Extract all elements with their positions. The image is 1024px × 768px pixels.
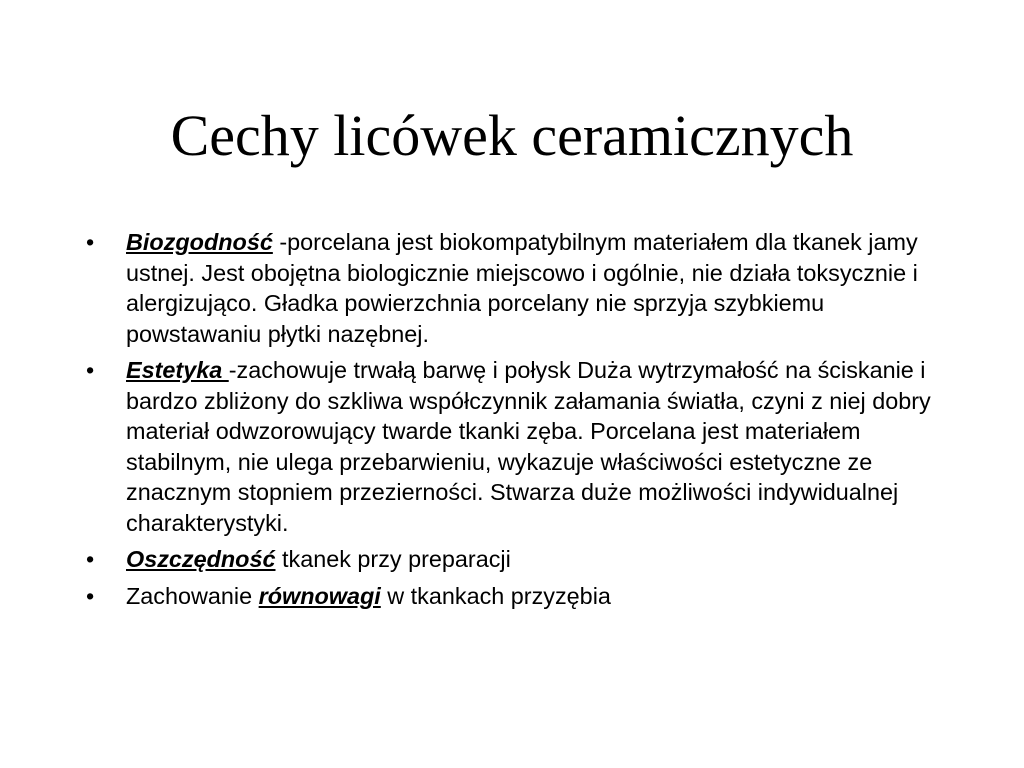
slide-title: Cechy licówek ceramicznych xyxy=(170,103,854,168)
bullet-item-rownowaga xyxy=(84,581,944,612)
keyword-estetyka: Estetyka xyxy=(126,357,229,383)
bullet-icon: • xyxy=(86,357,95,383)
bullet-prefix-rownowaga: Zachowanie xyxy=(126,582,259,609)
keyword-oszczednosc: Oszczędność xyxy=(126,546,276,572)
bullet-item-estetyka xyxy=(84,355,944,538)
bullet-text-estetyka: -zachowuje trwałą barwę i połysk Duża wytrzymałość na ściskanie i bardzo zbliżony do szkliwa współczynnik załamania światła, czyni z niej dobry materiał odwzorowujący twarde tkanki zęba. Porcelana jest materiałem stabilnym, nie ulega przebarwieniu, wykazuje właściwości estetyczne ze znacznym stopniem przezierności. Stwarza duże możliwości indywidualnej charakterystyki. xyxy=(126,357,931,536)
bullet-text-oszczednosc: tkanek przy preparacji xyxy=(275,546,511,572)
bullet-item-biozgodnosc xyxy=(84,227,944,349)
bullet-text-rownowaga: w tkankach przyzębia xyxy=(380,582,611,609)
bullet-icon: • xyxy=(86,582,95,609)
keyword-rownowagi: równowagi xyxy=(258,582,381,609)
bullet-item-oszczednosc xyxy=(84,544,944,575)
keyword-biozgodnosc: Biozgodność xyxy=(126,229,273,255)
bullet-list xyxy=(84,227,944,617)
bullet-icon: • xyxy=(86,229,95,255)
bullet-text-biozgodnosc: -porcelana jest biokompatybilnym materiałem dla tkanek jamy ustnej. Jest obojętna biologicznie miejscowo i ogólnie, nie działa toksycznie i alergizująco. Gładka powierzchnia porcelany nie sprzyja szybkiemu powstawaniu płytki nazębnej. xyxy=(126,229,918,347)
bullet-icon: • xyxy=(86,546,95,572)
